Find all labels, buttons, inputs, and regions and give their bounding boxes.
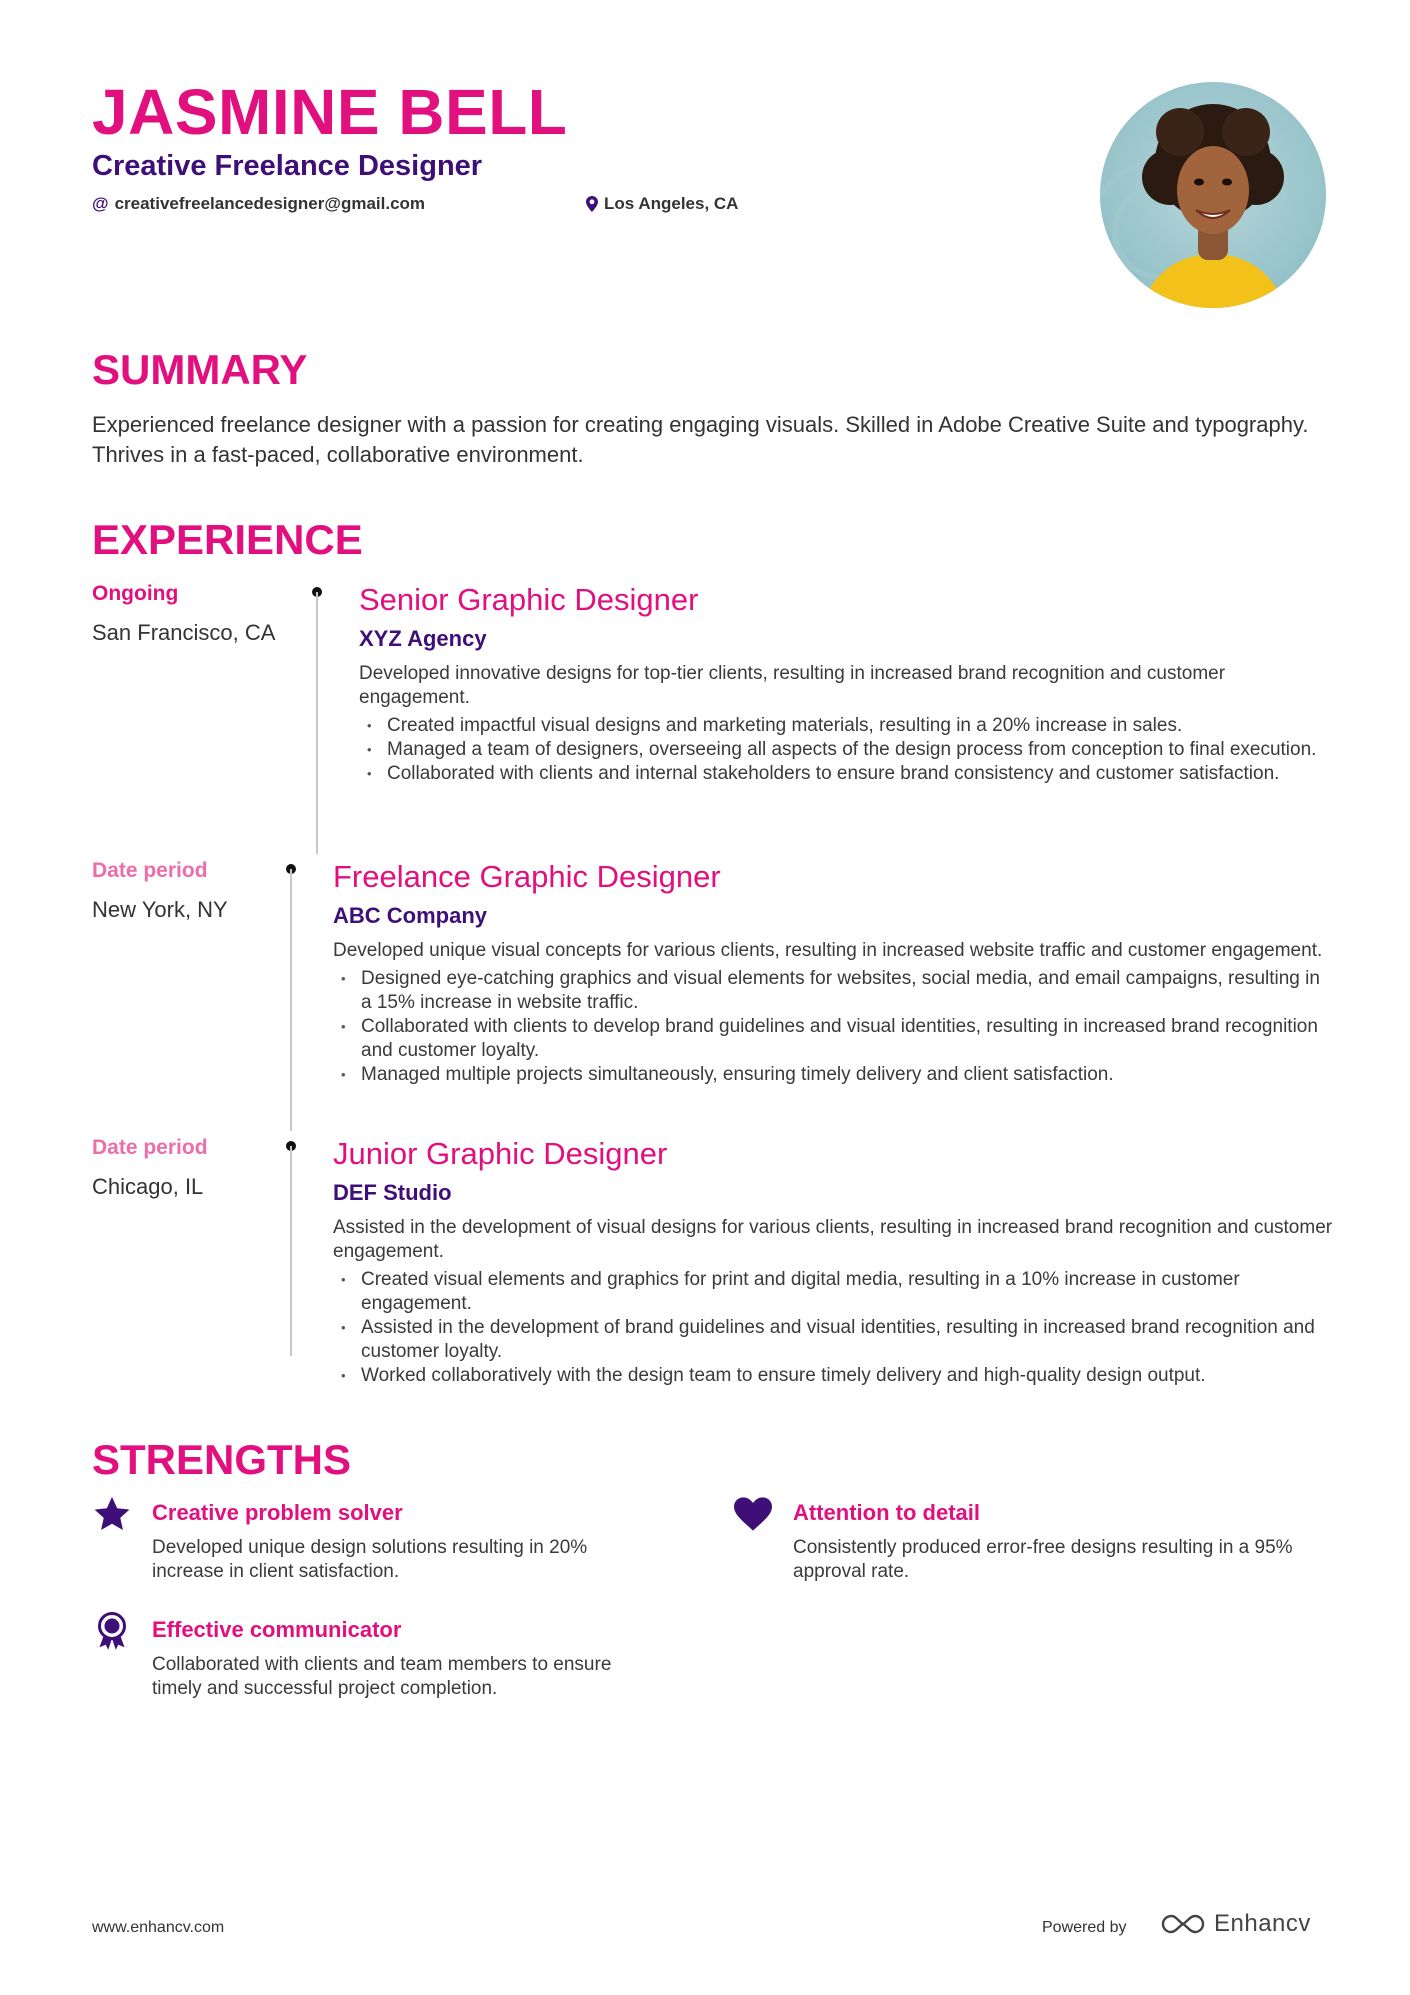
strength-title: Attention to detail [793,1500,980,1525]
profile-photo [1100,82,1326,308]
experience-location: New York, NY [92,897,228,922]
heart-icon [733,1494,773,1534]
experience-meta [92,580,292,648]
experience-role: Junior Graphic Designer [333,1136,668,1171]
experience-item [333,1134,1333,1388]
experience-role: Freelance Graphic Designer [333,859,721,894]
experience-meta [92,857,292,925]
experience-description: Developed innovative designs for top-tier clients, resulting in increased brand recognition and customer engagement. [359,663,1226,708]
list-item: • Collaborated with clients to develop brand guidelines and visual identities, resulting in increased brand recognition and customer loyalty. [333,1015,1333,1063]
timeline-line [316,592,318,854]
experience-bullets [333,1268,1333,1388]
footer-url-link[interactable]: www.enhancv.com [92,1919,225,1936]
experience-role: Senior Graphic Designer [359,582,699,617]
list-item: • Created impactful visual designs and marketing materials, resulting in a 20% increase in sales. [359,714,1339,738]
list-item: • Designed eye-catching graphics and visual elements for websites, social media, and email campaigns, resulting in a 15% increase in website traffic. [333,967,1333,1015]
strength-description: Developed unique design solutions resulting in 20% increase in client satisfaction. [152,1537,588,1582]
summary-section-title: SUMMARY [92,346,308,393]
list-item: • Managed multiple projects simultaneously, ensuring timely delivery and client satisfaction. [333,1063,1333,1087]
contact-location [586,192,738,216]
candidate-headline: Creative Freelance Designer [92,150,483,182]
enhancv-logo[interactable] [1160,1910,1311,1938]
experience-description: Assisted in the development of visual designs for various clients, resulting in increased brand recognition and customer engagement. [333,1217,1333,1262]
list-item: • Assisted in the development of brand guidelines and visual identities, resulting in increased brand recognition and customer loyalty. [333,1316,1333,1364]
experience-company: ABC Company [333,903,488,928]
list-item: • Collaborated with clients and internal stakeholders to ensure brand consistency and customer satisfaction. [359,762,1339,786]
list-item: • Worked collaboratively with the design team to ensure timely delivery and high-quality design output. [333,1364,1333,1388]
experience-date: Date period [92,1136,208,1159]
experience-location: Chicago, IL [92,1174,204,1199]
candidate-name: JASMINE BELL [92,76,568,148]
experience-item [359,580,1339,786]
email-text: creativefreelancedesigner@gmail.com [114,194,426,213]
star-icon [92,1494,132,1534]
contact-email[interactable] [92,192,425,216]
experience-company: XYZ Agency [359,626,487,651]
summary-text: Experienced freelance designer with a passion for creating engaging visuals. Skilled in Adobe Creative Suite and typography. Thrives in a fast-paced, collaborative environment. [92,412,1309,467]
experience-description: Developed unique visual concepts for various clients, resulting in increased website traffic and customer engagement. [333,940,1323,961]
experience-bullets [333,967,1333,1087]
strength-title: Effective communicator [152,1617,402,1642]
enhancv-brand-text: Enhancv [1214,1910,1311,1937]
list-item: • Created visual elements and graphics for print and digital media, resulting in a 10% increase in customer engagement. [333,1268,1333,1316]
timeline-line [290,1146,292,1356]
experience-bullets [359,714,1339,786]
experience-item [333,857,1333,1087]
award-ribbon-icon [92,1611,132,1651]
experience-company: DEF Studio [333,1180,452,1205]
list-item: • Managed a team of designers, overseeing all aspects of the design process from conception to final execution. [359,738,1339,762]
map-pin-icon [586,196,598,212]
strength-description: Collaborated with clients and team members to ensure timely and successful project completion. [152,1654,612,1699]
strengths-section-title: STRENGTHS [92,1436,352,1483]
strength-title: Creative problem solver [152,1500,403,1525]
experience-location: San Francisco, CA [92,620,276,645]
timeline-line [290,869,292,1131]
experience-date: Ongoing [92,582,179,605]
footer-powered-by: Powered by [1042,1919,1127,1936]
experience-meta [92,1134,292,1202]
experience-date: Date period [92,859,208,882]
strength-description: Consistently produced error-free designs resulting in a 95% approval rate. [793,1537,1293,1582]
experience-section-title: EXPERIENCE [92,516,363,563]
at-icon: @ [92,194,109,213]
location-text: Los Angeles, CA [604,194,739,213]
enhancv-logo-icon [1160,1913,1206,1935]
